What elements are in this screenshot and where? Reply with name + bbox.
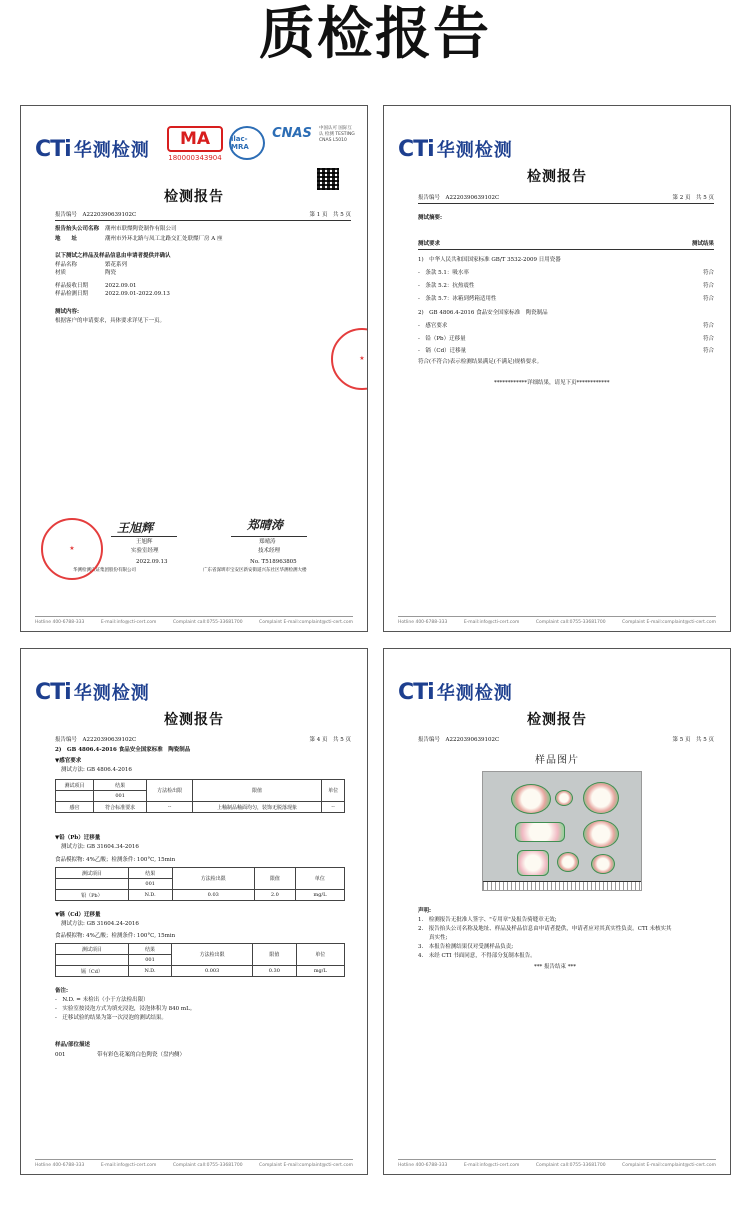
sensory-table: 测试项目 结果 方法检出限 限值 单位 001 感官 符合标准要求 -- 上釉制品釉面均匀，装饰无脱落现象 --: [55, 779, 345, 813]
note-item: - 迁移试验的结果为第一次浸泡的测试结果。: [55, 1015, 167, 1021]
detail-note: ************详细结果，请见下页************: [494, 380, 610, 386]
cti-logo: CTi 华测检测: [398, 679, 513, 705]
report-title: 检测报告: [164, 712, 224, 728]
signer-1-title: 实验室经理: [131, 548, 159, 554]
cnas-logo: CNAS: [272, 126, 312, 141]
sample-dish: [511, 784, 551, 814]
conformity-note: 符合(不符合)表示检测结果满足(不满足)规格要求。: [418, 359, 543, 365]
notes-title: 备注:: [55, 988, 69, 994]
ilac-mra-logo: ilac-MRA: [229, 126, 265, 160]
signer-1-name: 王旭辉: [136, 539, 153, 545]
report-number-row: 报告编号 A2220390639102C 第 2 页 共 5 页: [418, 195, 714, 201]
report-title: 检测报告: [164, 189, 224, 205]
photo-title: 样品图片: [535, 755, 579, 766]
cadmium-table: 测试项目 结果 方法检出限 限值 单位 001 镉（Cd） N.D. 0.003 0.30 mg/L: [55, 943, 345, 977]
summary-label: 测试摘要:: [418, 215, 443, 221]
summary-item: - 感官要求 符合: [418, 323, 714, 329]
signature-2: 郑晴涛: [247, 518, 284, 532]
summary-item: - 镉（Cd）迁移量 符合: [418, 348, 714, 354]
lead-method: 测试方法: GB 31604.34-2016: [61, 844, 139, 850]
declaration-item: 2. 报告抬头公司名称及地址、样品及样品信息由申请者提供，申请者应对其真实性负责。CTI 未核实其: [418, 926, 672, 932]
cti-logo-text: CTi: [35, 136, 71, 162]
standard-title: 2) GB 4806.4-2016 食品安全国家标准 陶瓷制品: [55, 747, 191, 753]
cti-logo: CTi 华测检测: [398, 136, 513, 162]
cadmium-method: 测试方法: GB 31604.24-2016: [61, 921, 139, 927]
page-footer: Hotline 400-6788-333 E-mail:info@cti-cert.com Complaint call:0755-33681700 Complaint E-mail:complaint@cti-cert.com: [35, 616, 353, 625]
summary-header: 测试要求 测试结果: [418, 241, 714, 247]
declaration-item: 4. 未经 CTI 书面同意，不得部分复制本报告。: [418, 953, 536, 959]
report-number: 报告编号 A2220390639102C: [55, 212, 137, 218]
sample-desc-title: 样品/部位描述: [55, 1042, 91, 1048]
signature-line: [111, 536, 177, 537]
sample-square-dish: [517, 850, 549, 876]
red-seal-stamp-icon: ★: [41, 518, 103, 580]
summary-item: 2) GB 4806.4-2016 食品安全国家标准 陶瓷制品: [418, 310, 548, 316]
report-end: *** 报告结束 ***: [534, 964, 576, 970]
summary-item: - 条款 5.1：吸水率 符合: [418, 270, 714, 276]
declaration-item: 真实性;: [418, 935, 448, 941]
declaration-item: 3. 本报告检测结果仅对受测样品负责;: [418, 944, 514, 950]
note-item: - N.D. = 未检出（小于方法检出限）: [55, 997, 149, 1003]
page-number: 第 1 页 共 5 页: [309, 212, 351, 218]
signature-1: 王旭辉: [117, 521, 154, 535]
report-page-4: [20, 648, 368, 1175]
cti-logo-cn: 华测检测: [73, 140, 150, 161]
page-footer: Hotline 400-6788-333 E-mail:info@cti-cert.com Complaint call:0755-33681700 Complaint E-mail:complaint@cti-cert.com: [398, 616, 716, 625]
page-heading: 质检报告: [259, 2, 491, 67]
declaration-title: 声明:: [418, 908, 432, 914]
applicant-row: 报告抬头公司名称 潮州市联燦陶瓷制作有限公司: [55, 226, 177, 232]
signature-line: [231, 536, 307, 537]
cti-logo: [35, 136, 150, 162]
signer-2-name: 郑晴涛: [259, 539, 276, 545]
report-page-5: [383, 648, 731, 1175]
page-footer: Hotline 400-6788-333 E-mail:info@cti-cert.com Complaint call:0755-33681700 Complaint E-mail:complaint@cti-cert.com: [398, 1159, 716, 1168]
sample-bowl: [583, 820, 619, 848]
page-footer: Hotline 400-6788-333 E-mail:info@cti-cert.com Complaint call:0755-33681700 Complaint E-mail:complaint@cti-cert.com: [35, 1159, 353, 1168]
test-request-text: 根据客户的申请要求，具体要求详见下一页。: [55, 318, 166, 324]
report-number-row: [55, 211, 351, 219]
divider: [418, 249, 714, 250]
sample-photo: [482, 771, 642, 891]
certification-marks: [167, 126, 355, 168]
section-lead: ▼铅（Pb）迁移量: [55, 835, 101, 841]
red-seal-stamp-icon: ★: [331, 328, 368, 390]
lead-condition: 食品模拟物: 4%乙酸；检测条件: 100°C, 15min: [55, 857, 176, 863]
lead-table: 测试项目 结果 方法检出限 限值 单位 001 铅（Pb） N.D. 0.03 2.0 mg/L: [55, 867, 345, 901]
sample-plate: [583, 782, 619, 814]
sample-row: 样品检测日期 2022.09.01-2022.09.13: [55, 291, 170, 297]
sample-small-dish: [557, 852, 579, 872]
sample-desc-row: 001 带有彩色花案的白色陶瓷（盘内侧）: [55, 1052, 186, 1058]
note-item: - 实验室按浸泡方式为填充浸泡，浸泡体积为 840 mL。: [55, 1006, 196, 1012]
cadmium-condition: 食品模拟物: 4%乙酸；检测条件: 100°C, 15min: [55, 933, 176, 939]
report-number-row: 报告编号 A2220390639102C 第 5 页 共 5 页: [418, 737, 714, 743]
report-title: 检测报告: [527, 169, 587, 185]
summary-item: - 条款 5.2：抗热震性 符合: [418, 283, 714, 289]
section-cadmium: ▼镉（Cd）迁移量: [55, 912, 101, 918]
section-sensory: ▼感官要求: [55, 758, 82, 764]
cnas-text: 中国认可 国际互认 检测 TESTING CNAS L5010: [319, 126, 355, 143]
sample-small-bowl: [591, 854, 615, 874]
report-serial: No. T518963805: [250, 559, 297, 565]
sample-note: 以下测试之样品及样品信息由申请者提供并确认: [55, 253, 171, 259]
summary-item: 1) 中华人民共和国国家标准 GB/T 3532-2009 日用瓷器: [418, 257, 561, 263]
address-row: 地 址 潮州市外环北路与凤工北路交汇处联燦厂房 A 座: [55, 236, 223, 242]
company-name: 华测检测认证集团股份有限公司: [73, 568, 136, 573]
report-page-1: [20, 105, 368, 632]
summary-item: - 铅（Pb）迁移量 符合: [418, 336, 714, 342]
ruler: [483, 881, 641, 890]
cma-logo: MA 180000343904: [167, 126, 223, 168]
cti-logo: CTi 华测检测: [35, 679, 150, 705]
summary-item: - 条款 5.7：冰箱到烤箱适用性 符合: [418, 296, 714, 302]
report-page-2: [383, 105, 731, 632]
report-title: 检测报告: [527, 712, 587, 728]
sample-row: 样品接收日期 2022.09.01: [55, 283, 137, 289]
company-address: 广东省深圳市宝安区新安街道兴东社区华测检测大楼: [203, 568, 307, 573]
divider: [418, 203, 714, 204]
sensory-method: 测试方法: GB 4806.4-2016: [61, 767, 132, 773]
divider: [55, 220, 351, 221]
declaration-item: 1. 检测报告无批准人签字、"专用章"及报告骑缝章无效;: [418, 917, 557, 923]
sign-date: 2022.09.13: [136, 559, 168, 565]
test-request-label: 测试内容:: [55, 309, 80, 315]
sample-tray: [515, 822, 565, 842]
sample-row: 材质 陶瓷: [55, 270, 117, 276]
sample-cup: [555, 790, 573, 806]
report-number-row: 报告编号 A2220390639102C 第 4 页 共 5 页: [55, 737, 351, 743]
sample-row: 样品名称 繁花系列: [55, 262, 128, 268]
signer-2-title: 技术经理: [258, 548, 281, 554]
